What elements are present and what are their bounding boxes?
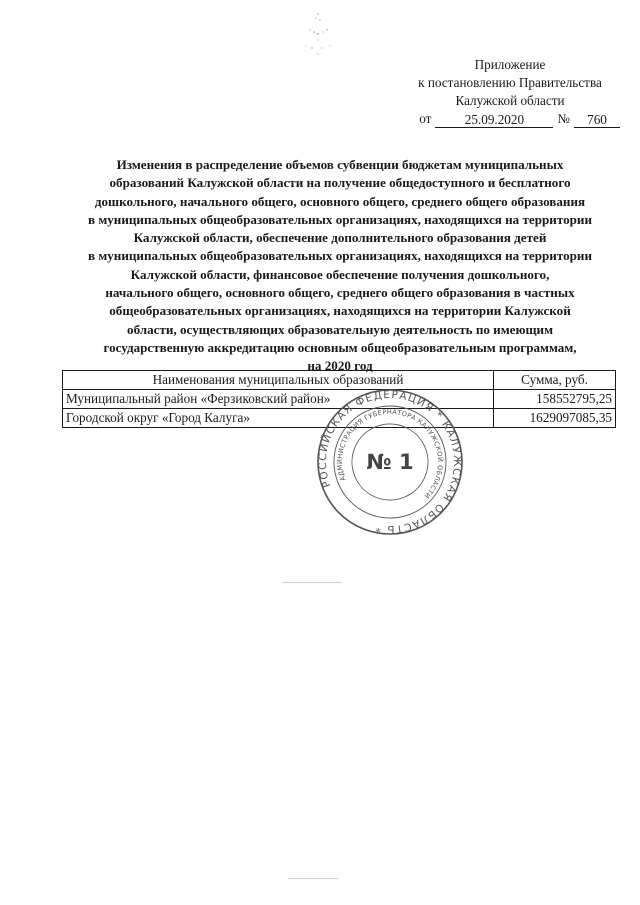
appendix-date-line: [400, 110, 620, 128]
heading-line: начального общего, основного общего, среднего общего образования в частных: [105, 285, 575, 301]
municipality-name: Городской округ «Город Калуга»: [63, 409, 494, 428]
appendix-region: Калужской области: [455, 93, 565, 108]
number-sign: №: [557, 111, 570, 126]
scan-artifact-mark: [296, 8, 340, 60]
scan-faint-line: [282, 582, 342, 583]
appendix-resolution: к постановлению Правительства: [418, 75, 602, 90]
seal-inner-text: АДМИНИСТРАЦИЯ ГУБЕРНАТОРА КАЛУЖСКОЙ ОБЛАСТИ: [335, 407, 445, 501]
heading-line: Изменения в распределение объемов субвенции бюджетам муниципальных: [116, 157, 564, 172]
heading-line: области, осуществляющих образовательную деятельность по имеющим: [127, 321, 553, 337]
heading-line: Калужской области, обеспечение дополнительного образования детей: [133, 230, 547, 246]
heading-line: в муниципальных общеобразовательных организациях, находящихся на территории: [87, 211, 593, 227]
document-heading: [62, 156, 618, 376]
date-prefix: от: [419, 111, 432, 126]
heading-line: Калужской области, финансовое обеспечение получения дошкольного,: [130, 266, 550, 282]
municipality-name: Муниципальный район «Ферзиковский район»: [63, 390, 494, 409]
appendix-block: [400, 56, 620, 128]
heading-line: на 2020 год: [307, 358, 373, 374]
amount-value: 158552795,25: [494, 390, 616, 409]
seal-center-text: № 1: [366, 450, 414, 474]
heading-line: государственную аккредитацию основным общеобразовательным программам,: [103, 339, 577, 355]
amount-value: 1629097085,35: [494, 409, 616, 428]
heading-line: дошкольного, начального общего, основного общего, среднего общего образования: [94, 193, 586, 209]
heading-line: в муниципальных общеобразовательных организациях, находящихся на территории: [87, 248, 593, 264]
resolution-number: 760: [574, 112, 620, 128]
resolution-date: 25.09.2020: [435, 112, 553, 128]
scan-faint-line: [288, 878, 338, 879]
appendix-title: Приложение: [474, 57, 546, 72]
heading-line: образований Калужской области на получение общедоступного и бесплатного: [109, 175, 571, 191]
column-header-amount: Сумма, руб.: [494, 371, 616, 390]
table-header-row: [63, 371, 616, 390]
column-header-name: Наименования муниципальных образований: [63, 371, 494, 390]
heading-line: общеобразовательных организациях, находящихся на территории Калужской: [109, 303, 571, 319]
official-seal-stamp: [316, 388, 464, 536]
seal-outer-text: РОССИЙСКАЯ ФЕДЕРАЦИЯ * КАЛУЖСКАЯ ОБЛАСТЬ *: [316, 388, 464, 536]
